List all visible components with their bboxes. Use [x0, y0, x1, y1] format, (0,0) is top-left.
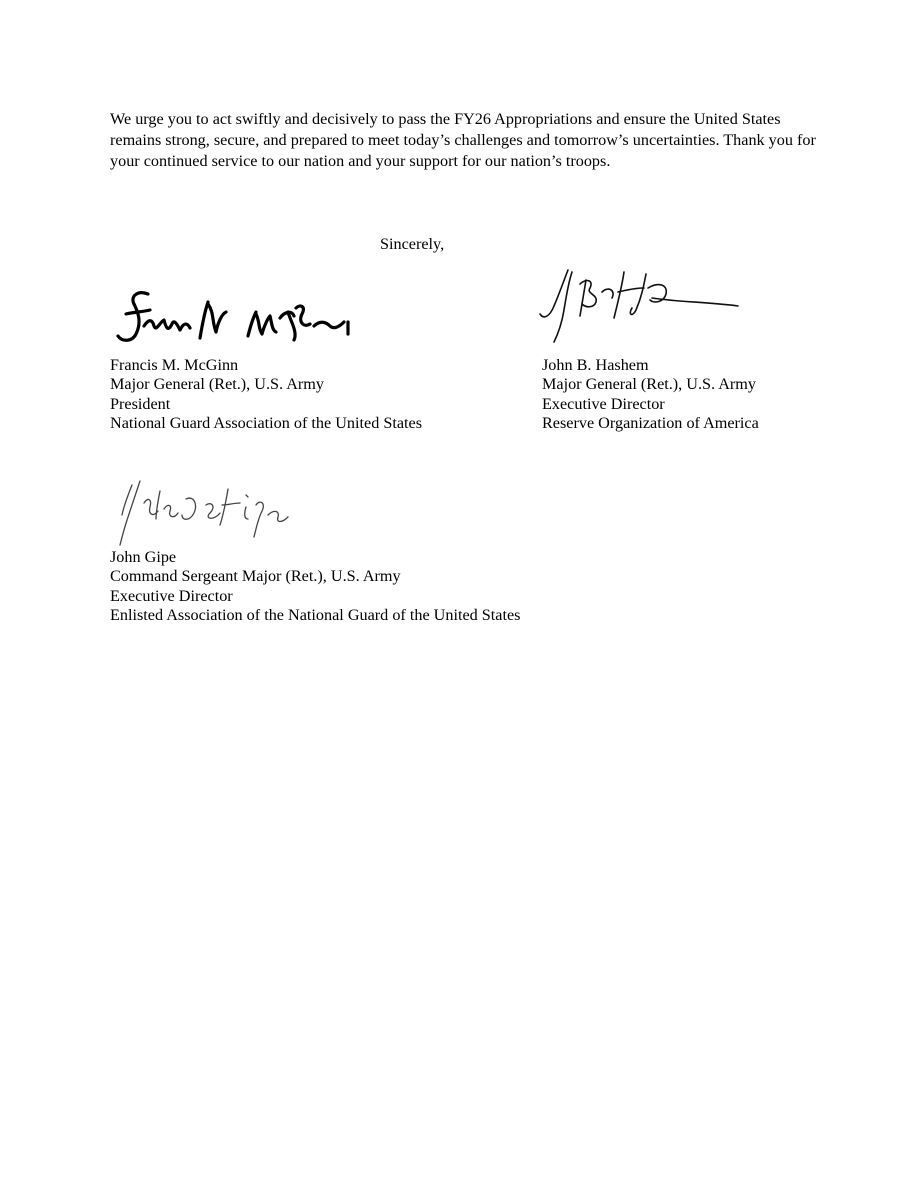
signature-john-gipe: [110, 475, 300, 547]
signer-title: Executive Director: [110, 586, 233, 605]
signer-block-hashem: [542, 356, 759, 433]
signer-rank: Major General (Ret.), U.S. Army: [542, 375, 756, 394]
signer-organization: National Guard Association of the United States: [110, 413, 422, 432]
signer-name: John Gipe: [110, 548, 177, 566]
letter-body-paragraph: We urge you to act swiftly and decisively to pass the FY26 Appropriations and ensure the United States remains strong, secure, and prepared to meet today’s challenges and tomorrow’s uncertainties. Thank you for your continued service to our nation and your support for our nation’s troops.: [110, 110, 816, 170]
signer-name: John B. Hashem: [542, 356, 649, 374]
signer-title: Executive Director: [542, 394, 665, 413]
signer-rank: Major General (Ret.), U.S. Army: [110, 375, 324, 394]
signer-name: Francis M. McGinn: [110, 356, 239, 374]
signer-title: President: [110, 394, 171, 413]
letter-closing: Sincerely,: [380, 235, 445, 253]
signer-organization: Enlisted Association of the National Guard of the United States: [110, 605, 521, 624]
signer-block-mcginn: [110, 356, 422, 433]
signer-block-gipe: [110, 548, 520, 625]
signer-organization: Reserve Organization of America: [542, 413, 759, 432]
signature-john-hashem: [528, 262, 748, 352]
signer-rank: Command Sergeant Major (Ret.), U.S. Army: [110, 567, 401, 586]
signature-francis-mcginn: [108, 282, 358, 352]
